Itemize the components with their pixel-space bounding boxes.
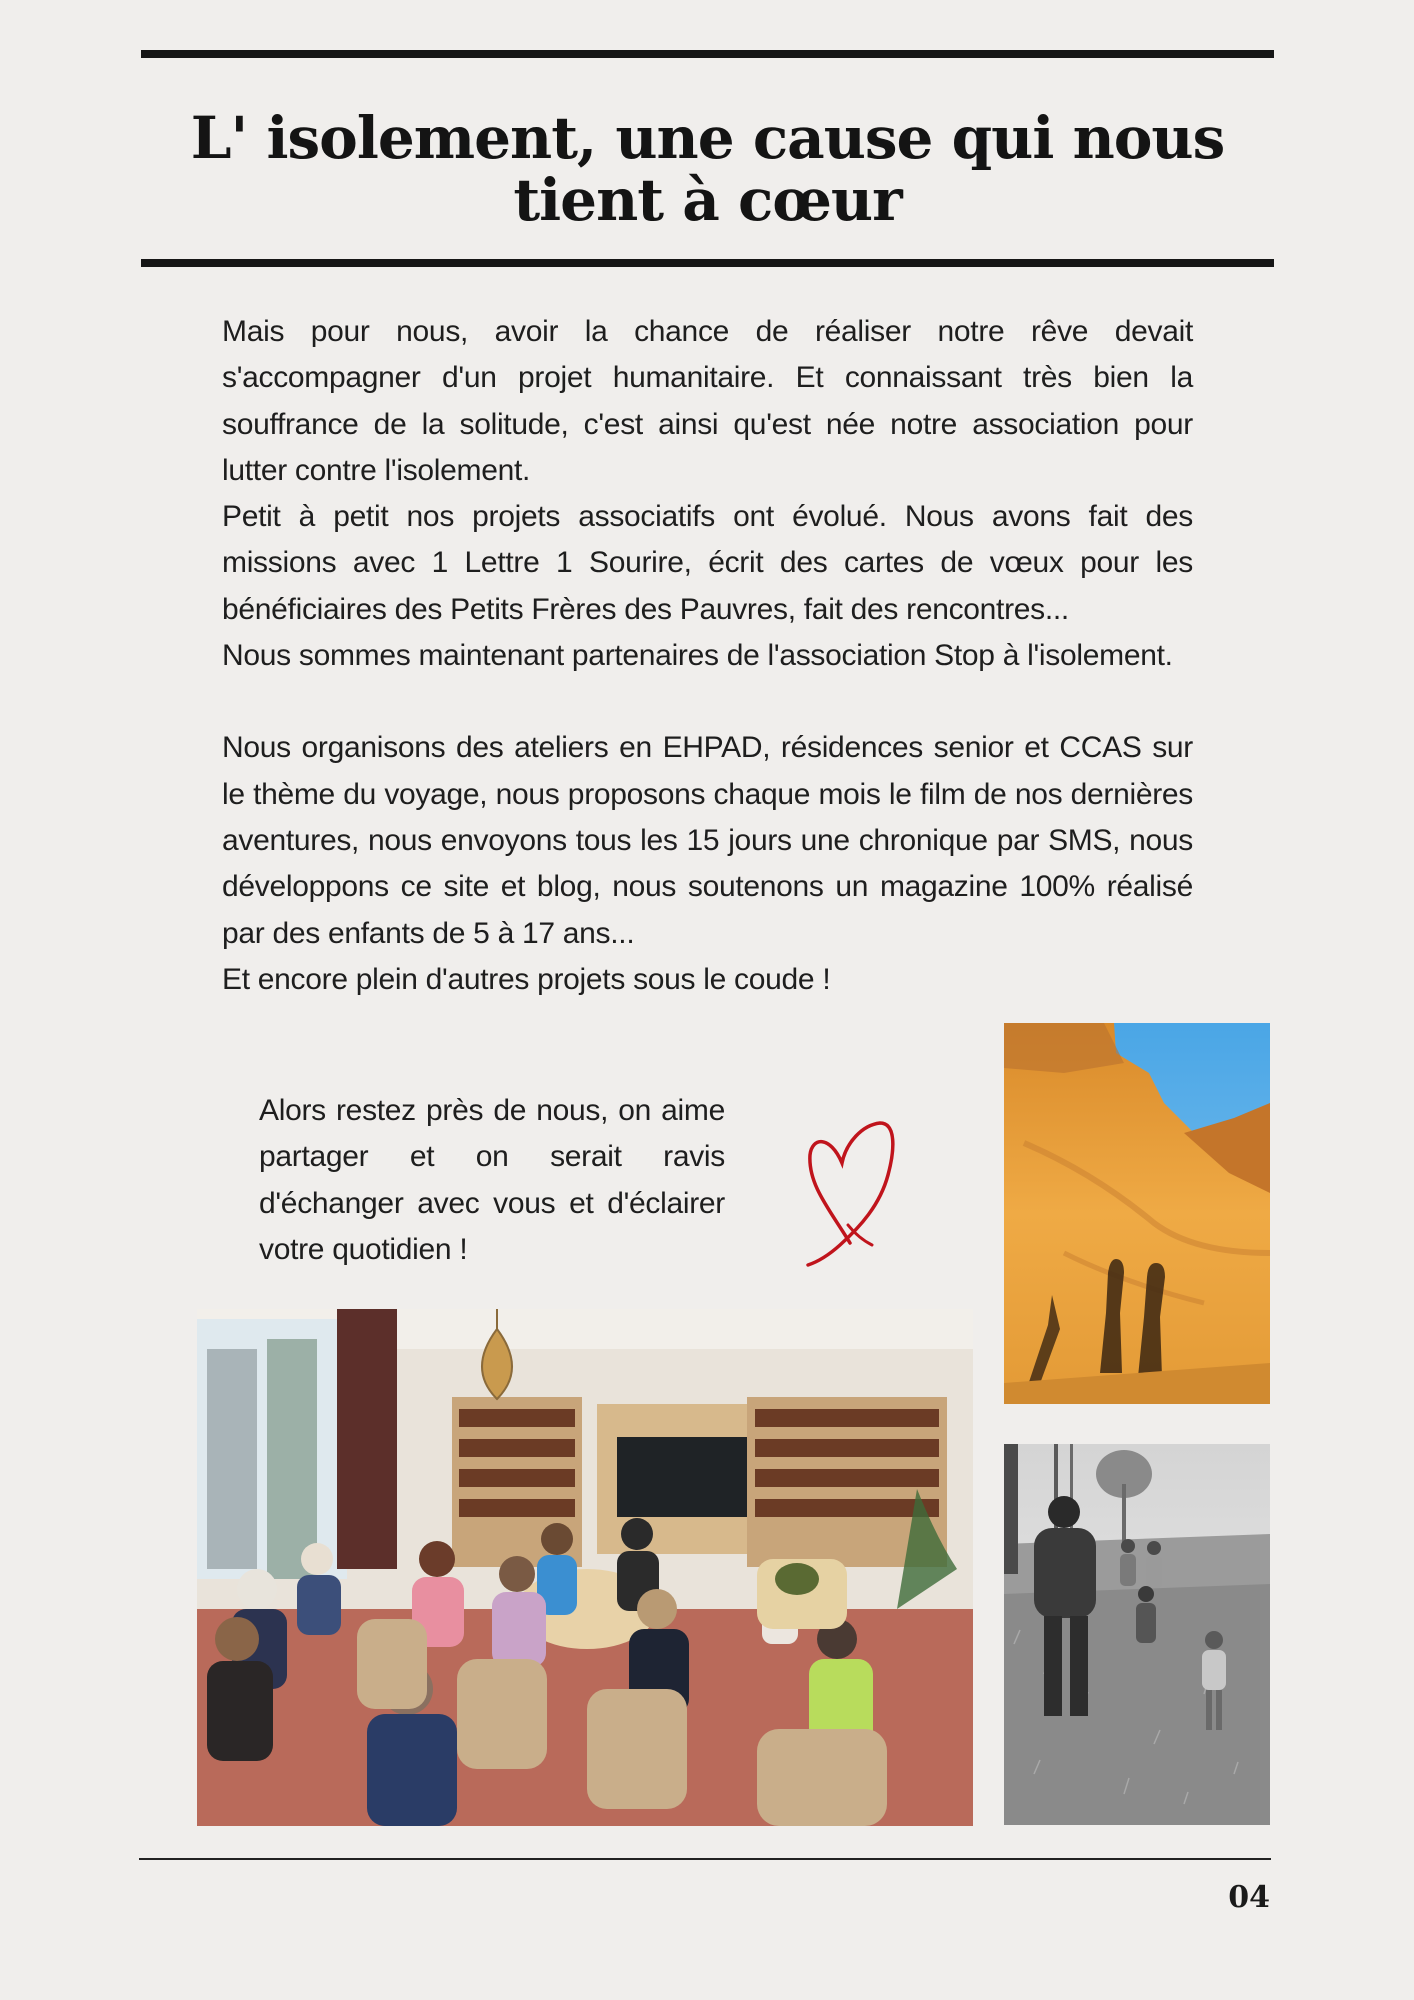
page-title-line-2: tient à cœur (513, 165, 902, 234)
paragraph-spacer (222, 679, 1193, 725)
page-title-line-1: L' isolement, une cause qui nous (190, 103, 1225, 172)
title-top-rule (141, 50, 1274, 58)
paragraph-evolution: Petit à petit nos projets associatifs ont évolué. Nous avons fait des missions avec 1 Lettre 1 Sourire, écrit des cartes de vœux pour les bénéficiaires des Petits Frères des Pauvres, fait des rencontres... (222, 500, 1193, 626)
title-bottom-rule (141, 259, 1274, 267)
family-walk-photo (1004, 1444, 1270, 1825)
page-number: 04 (1228, 1880, 1270, 1915)
page-title (141, 103, 1274, 234)
paragraph-origin: Mais pour nous, avoir la chance de réaliser notre rêve devait s'accompagner d'un projet humanitaire. Et connaissant très bien la souffrance de la solitude, c'est ainsi qu'est née notre association pour lutter contre l'isolement. (222, 315, 1193, 487)
paragraph-activities: Nous organisons des ateliers en EHPAD, résidences senior et CCAS sur le thème du voyage, nous proposons chaque mois le film de nos dernières aventures, nous envoyons tous les 15 jours une chronique par SMS, nous développons ce site et blog, nous soutenons un magazine 100% réalisé par des enfants de 5 à 17 ans... (222, 731, 1193, 950)
workshop-group-photo (197, 1309, 973, 1826)
paragraph-more-projects: Et encore plein d'autres projets sous le coude ! (222, 962, 831, 996)
paragraph-partnership: Nous sommes maintenant partenaires de l'association Stop à l'isolement. (222, 639, 1173, 673)
heart-icon (800, 1115, 900, 1270)
desert-shadows-photo (1004, 1023, 1270, 1404)
closing-note: Alors restez près de nous, on aime partager et on serait ravis d'échanger avec vous et d'éclairer votre quotidien ! (259, 1094, 725, 1266)
footer-rule (139, 1858, 1271, 1860)
article-body (222, 309, 1193, 1003)
